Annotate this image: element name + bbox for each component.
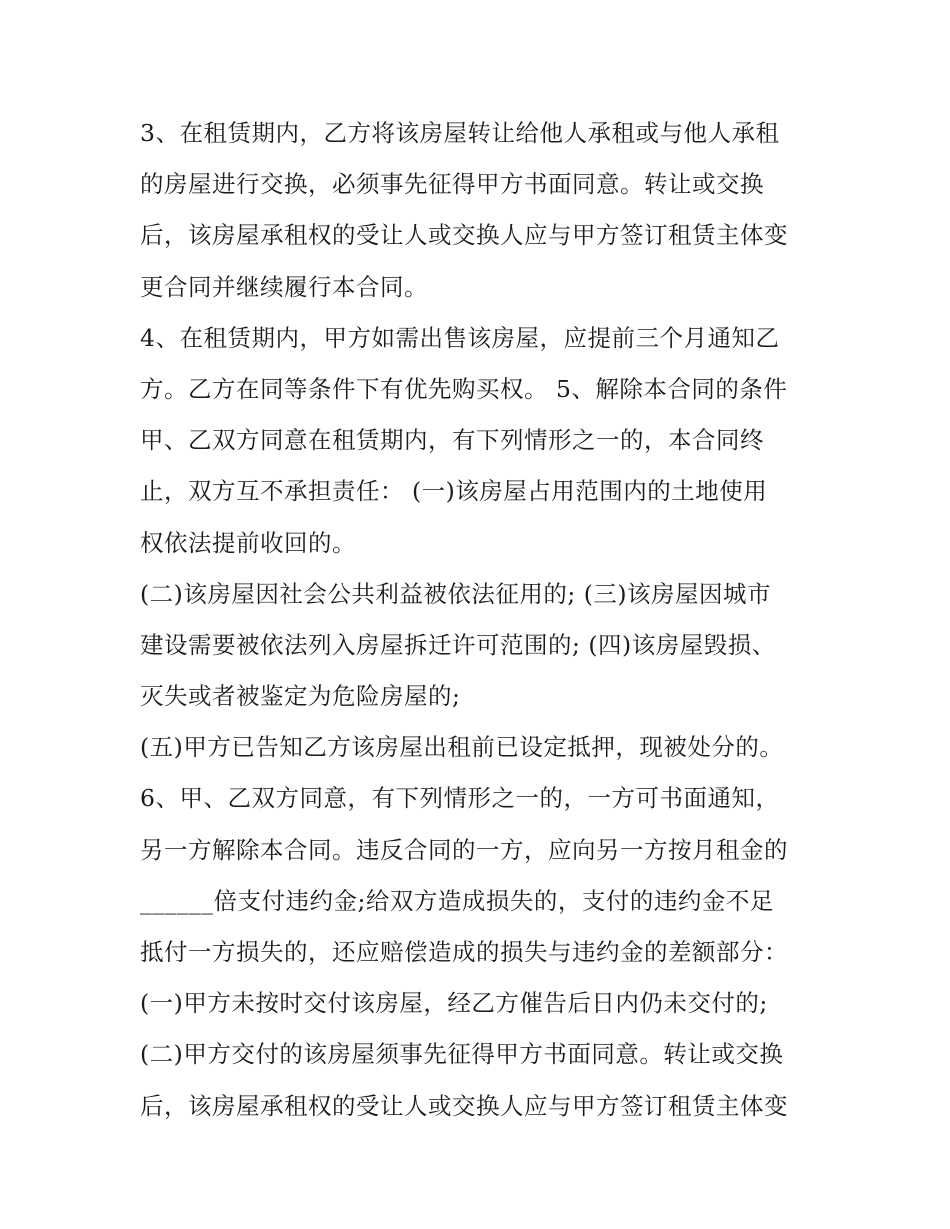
text-line: (五)甲方已告知乙方该房屋出租前已设定抵押，现被处分的。 — [140, 733, 784, 762]
text-line: 后，该房屋承租权的受让人或交换人应与甲方签订租赁主体变 — [140, 1091, 788, 1120]
text-line: (二)该房屋因社会公共利益被依法征用的; (三)该房屋因城市 — [140, 579, 772, 608]
text-line: 灭失或者被鉴定为危险房屋的; — [140, 682, 461, 711]
text-line: ______倍支付违约金;给双方造成损失的，支付的违约金不足 — [140, 886, 774, 915]
text-line: 更合同并继续履行本合同。 — [140, 272, 428, 301]
text-line: 6、甲、乙双方同意，有下列情形之一的，一方可书面通知， — [140, 784, 780, 813]
text-line: 权依法提前收回的。 — [140, 528, 356, 557]
contract-body-text — [140, 108, 830, 1132]
text-line: 的房屋进行交换，必须事先征得甲方书面同意。转让或交换 — [140, 170, 764, 199]
text-line: 止，双方互不承担责任： (一)该房屋占用范围内的土地使用 — [140, 477, 768, 506]
text-line: 另一方解除本合同。违反合同的一方，应向另一方按月租金的 — [140, 835, 788, 864]
text-line: 后，该房屋承租权的受让人或交换人应与甲方签订租赁主体变 — [140, 221, 788, 250]
text-line: 建设需要被依法列入房屋拆迁许可范围的; (四)该房屋毁损、 — [140, 630, 776, 659]
text-line: (二)甲方交付的该房屋须事先征得甲方书面同意。转让或交换 — [140, 1040, 784, 1069]
text-line: 甲、乙双方同意在租赁期内，有下列情形之一的，本合同终 — [140, 426, 764, 455]
text-line: 抵付一方损失的，还应赔偿造成的损失与违约金的差额部分： — [140, 938, 788, 966]
text-line: 方。乙方在同等条件下有优先购买权。 5、解除本合同的条件 — [140, 374, 788, 403]
text-line: 4、在租赁期内，甲方如需出售该房屋，应提前三个月通知乙 — [140, 323, 780, 352]
text-line: (一)甲方未按时交付该房屋，经乙方催告后日内仍未交付的; — [140, 989, 768, 1018]
text-line: 3、在租赁期内，乙方将该房屋转让给他人承租或与他人承租 — [140, 119, 780, 147]
